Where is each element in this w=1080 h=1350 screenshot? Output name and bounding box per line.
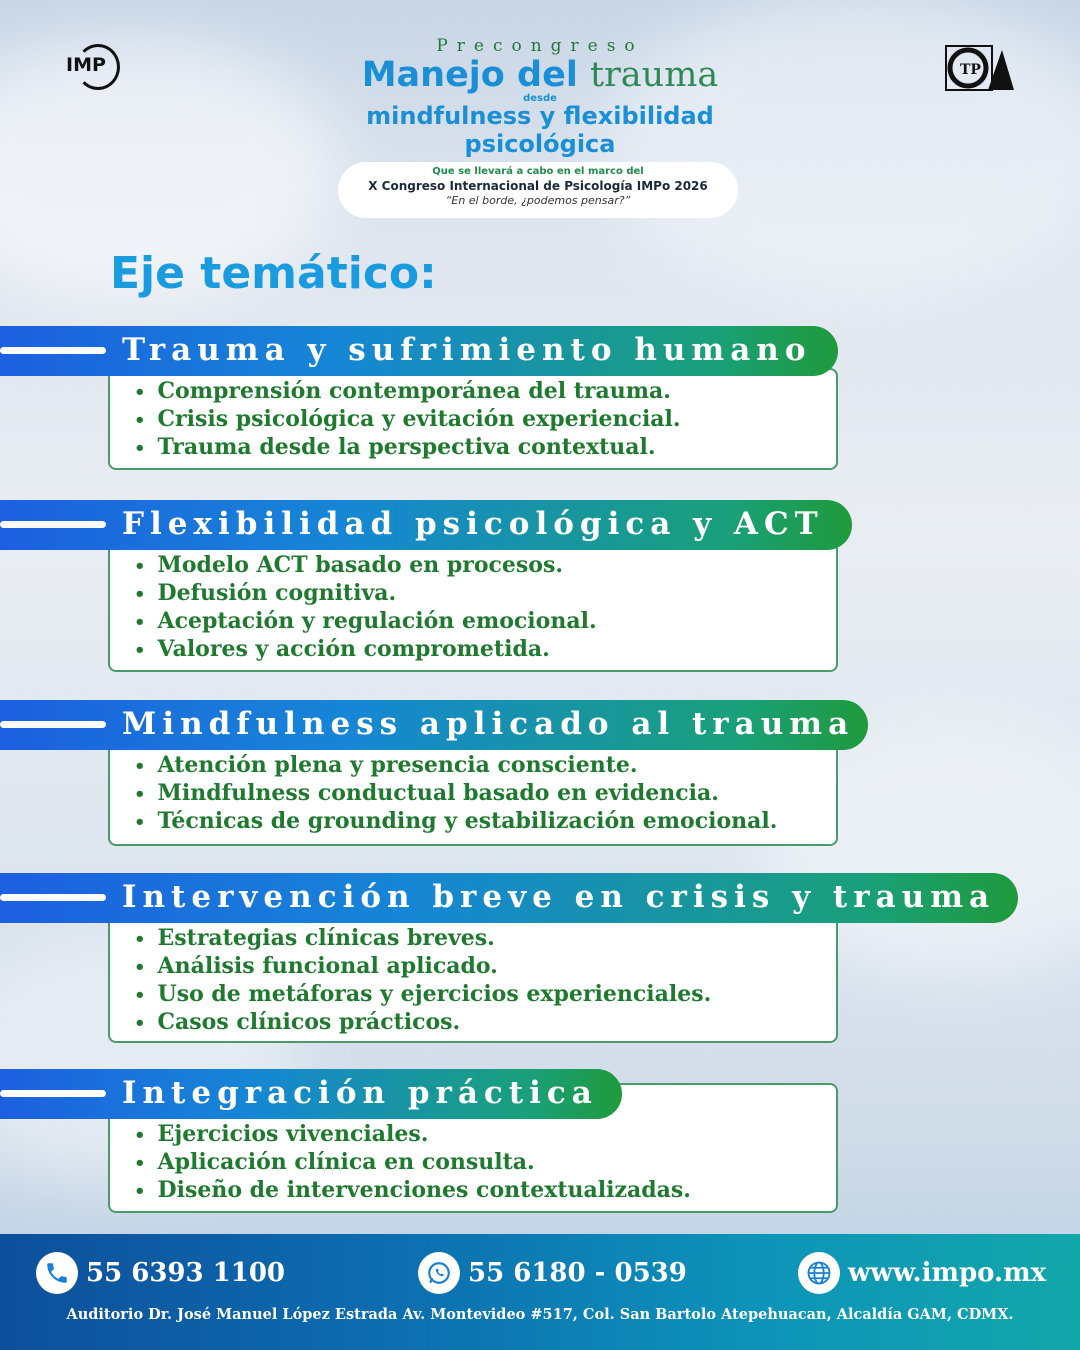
footer <box>0 1234 1080 1350</box>
list-item: • Técnicas de grounding y estabilización emocional. <box>134 808 820 836</box>
list-item: • Casos clínicos prácticos. <box>134 1009 820 1037</box>
section-list-box <box>108 742 838 846</box>
section-banner <box>0 700 868 750</box>
desde-label: desde <box>523 93 557 104</box>
list-item: • Aplicación clínica en consulta. <box>134 1149 820 1177</box>
phone-contact[interactable] <box>36 1252 285 1294</box>
whatsapp-number: 55 6180 - 0539 <box>468 1258 687 1288</box>
section-title: Trauma y sufrimiento humano <box>122 332 812 368</box>
website-link[interactable] <box>798 1252 1046 1294</box>
list-item: • Valores y acción comprometida. <box>134 636 820 664</box>
section-title: Mindfulness aplicado al trauma <box>122 706 855 742</box>
list-item: • Crisis psicológica y evitación experiencial. <box>134 406 820 434</box>
section-banner <box>0 1069 622 1119</box>
list-item: • Mindfulness conductual basado en evidencia. <box>134 780 820 808</box>
list-item: • Estrategias clínicas breves. <box>134 925 820 953</box>
list-item: • Análisis funcional aplicado. <box>134 953 820 981</box>
phone-icon <box>36 1252 78 1294</box>
section-list-box <box>108 368 838 470</box>
list-item: • Diseño de intervenciones contextualizadas. <box>134 1177 820 1205</box>
list-item: • Atención plena y presencia consciente. <box>134 752 820 780</box>
whatsapp-contact[interactable] <box>418 1252 687 1294</box>
eje-tematico-heading: Eje temático: <box>110 248 437 299</box>
list-item: • Aceptación y regulación emocional. <box>134 608 820 636</box>
list-item: • Comprensión contemporánea del trauma. <box>134 378 820 406</box>
section-list-box <box>108 542 838 672</box>
svg-text:TP: TP <box>960 62 981 78</box>
list-item: • Modelo ACT basado en procesos. <box>134 552 820 580</box>
subtitle: mindfulness y flexibilidad psicológica <box>366 102 714 158</box>
section-banner <box>0 326 838 376</box>
impo-logo: IMP <box>58 42 120 94</box>
section-list-box <box>108 915 838 1043</box>
section-title: Flexibilidad psicológica y ACT <box>122 506 824 542</box>
section-banner <box>0 500 852 550</box>
main-title: Manejo del trauma <box>361 55 719 95</box>
section-banner <box>0 873 1018 923</box>
list-item: • Ejercicios vivenciales. <box>134 1121 820 1149</box>
congress-pill: Que se llevará a cabo en el marco del X Congreso Internacional de Psicología IMPo 2026 “En el borde, ¿podemos pensar?” <box>338 162 738 218</box>
list-item: • Trauma desde la perspectiva contextual. <box>134 434 820 462</box>
pre-title: Precongreso <box>436 36 644 56</box>
section-title: Intervención breve en crisis y trauma <box>122 879 996 915</box>
list-item: • Uso de metáforas y ejercicios experienciales. <box>134 981 820 1009</box>
venue-address: Auditorio Dr. José Manuel López Estrada Av. Montevideo #517, Col. San Bartolo Atepehuacan, Alcaldía GAM, CDMX. <box>66 1306 1014 1323</box>
phone-number: 55 6393 1100 <box>86 1258 286 1288</box>
globe-icon <box>798 1252 840 1294</box>
section-title: Integración práctica <box>122 1075 598 1111</box>
whatsapp-icon <box>418 1252 460 1294</box>
website-url: www.impo.mx <box>848 1258 1047 1288</box>
list-item: • Defusión cognitiva. <box>134 580 820 608</box>
